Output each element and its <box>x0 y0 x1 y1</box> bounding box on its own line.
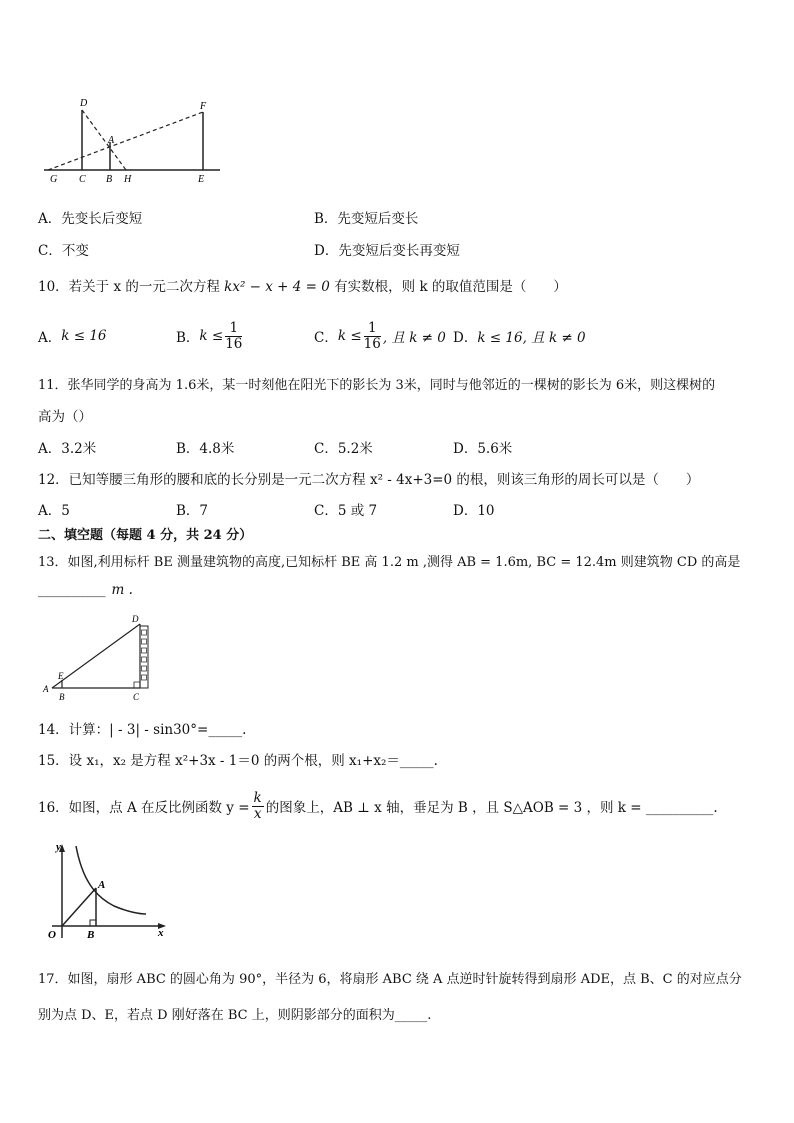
q10-option-a <box>38 316 107 356</box>
q13-blank: __________ <box>38 582 106 598</box>
fig16-label-o: O <box>48 929 56 941</box>
q10-option-d <box>453 316 586 356</box>
figure-q16 <box>42 838 172 946</box>
fig13-label-e: E <box>58 671 64 681</box>
figure-q13 <box>40 612 160 704</box>
q16-stem-pre: 16．如图，点 A 在反比例函数 y = <box>38 800 250 816</box>
fig13-label-b: B <box>59 692 65 702</box>
q10-option-c-denominator: 16 <box>363 335 381 352</box>
q10-stem <box>38 275 567 295</box>
q13-unit: m . <box>111 582 133 598</box>
q10-option-c-post: , 且 k ≠ 0 <box>382 330 446 346</box>
fig9-label-e: E <box>198 174 205 185</box>
q10-option-a-label: A． <box>38 330 62 346</box>
figure-q9 <box>40 96 230 188</box>
q10-option-b-denominator: 16 <box>225 335 243 352</box>
q16-inverse-function-graph <box>42 838 172 946</box>
fig16-label-y: y <box>56 841 61 853</box>
q9-option-a: A．先变长后变短 <box>38 211 143 227</box>
q9-option-c: C．不变 <box>38 243 89 259</box>
q10-option-b <box>176 316 244 356</box>
q10-option-a-expr: k ≤ 16 <box>61 328 107 344</box>
q14-stem: 14．计算：| - 3| - sin30°=_____. <box>38 722 247 738</box>
q11-option-a: A．3.2米 <box>38 441 97 457</box>
fig9-label-c: C <box>79 174 86 185</box>
q16-stem-post: 的图象上，AB ⊥ x 轴，垂足为 B ，且 S△AOB = 3 ，则 k = __________. <box>265 800 718 816</box>
q12-option-d: D．10 <box>453 503 495 519</box>
fig13-label-a: A <box>43 684 49 694</box>
q16-numerator: k <box>253 790 262 807</box>
fig9-label-d: D <box>80 98 88 109</box>
q16-denominator: x <box>253 805 262 822</box>
q10-option-d-expr: k ≤ 16, 且 k ≠ 0 <box>477 330 586 346</box>
q11-option-c: C．5.2米 <box>314 441 373 457</box>
q13-building-diagram <box>40 612 160 704</box>
fig9-label-f: F <box>200 101 207 112</box>
q12-option-c: C．5 或 7 <box>314 503 378 519</box>
q10-option-c <box>314 316 446 356</box>
q17-stem-line1: 17．如图，扇形 ABC 的圆心角为 90°，半径为 6，将扇形 ABC 绕 A 点逆时针旋转得到扇形 ADE，点 B、C 的对应点分 <box>38 972 742 987</box>
q17-stem-line2: 别为点 D、E，若点 D 刚好落在 BC 上，则阴影部分的面积为_____. <box>38 1008 432 1023</box>
q13-answer-line <box>38 582 133 598</box>
q12-option-a: A．5 <box>38 503 70 519</box>
q11-option-b: B．4.8米 <box>176 441 235 457</box>
q9-shadow-diagram <box>40 96 230 188</box>
q10-stem-pre: 10．若关于 x 的一元二次方程 <box>38 279 225 295</box>
fig9-label-h: H <box>124 174 132 185</box>
q10-option-d-label: D． <box>453 330 478 346</box>
section-title-fill-in: 二、填空题（每题 4 分，共 24 分） <box>38 528 253 543</box>
q12-option-b: B．7 <box>176 503 209 519</box>
fig13-label-d: D <box>132 614 139 624</box>
q12-stem: 12．已知等腰三角形的腰和底的长分别是一元二次方程 x² - 4x+3=0 的根，则该三角形的周长可以是（ ） <box>38 472 700 488</box>
q10-stem-post: 有实数根，则 k 的取值范围是（ ） <box>329 279 567 295</box>
q16-fraction <box>252 791 264 820</box>
q13-stem: 13．如图,利用标杆 BE 测量建筑物的高度,已知标杆 BE 高 1.2 m ,测得 AB = 1.6m, BC = 12.4m 则建筑物 CD 的高是 <box>38 555 741 570</box>
q16-stem <box>38 786 718 826</box>
q9-option-d: D．先变短后变长再变短 <box>314 243 460 259</box>
q15-stem: 15．设 x₁，x₂ 是方程 x²+3x - 1＝0 的两个根，则 x₁+x₂＝_____. <box>38 753 438 769</box>
q10-equation: kx² − x + 4 = 0 <box>224 279 330 295</box>
fig16-label-b: B <box>87 929 95 941</box>
q10-option-b-pre: k ≤ <box>199 328 224 344</box>
fig9-label-g: G <box>50 174 58 185</box>
fig16-label-x: x <box>158 927 164 939</box>
q9-option-b: B．先变短后变长 <box>314 211 419 227</box>
q11-stem-line1: 11．张华同学的身高为 1.6米，某一时刻他在阳光下的影长为 3米，同时与他邻近的一棵树的影长为 6米，则这棵树的 <box>38 378 716 393</box>
fig9-label-a: A <box>108 135 115 146</box>
q10-option-b-numerator: 1 <box>225 321 242 336</box>
q10-option-b-label: B． <box>176 330 200 346</box>
fig16-label-a: A <box>98 879 106 891</box>
q11-option-d: D．5.6米 <box>453 441 513 457</box>
q10-option-b-fraction <box>225 321 242 350</box>
fig9-label-b: B <box>106 174 113 185</box>
q10-option-c-fraction <box>364 321 381 350</box>
q10-option-c-pre: k ≤ <box>337 328 362 344</box>
q10-option-c-numerator: 1 <box>364 321 381 336</box>
q11-stem-line2: 高为（） <box>38 409 92 425</box>
q10-option-c-label: C． <box>314 330 338 346</box>
fig13-label-c: C <box>133 692 140 702</box>
